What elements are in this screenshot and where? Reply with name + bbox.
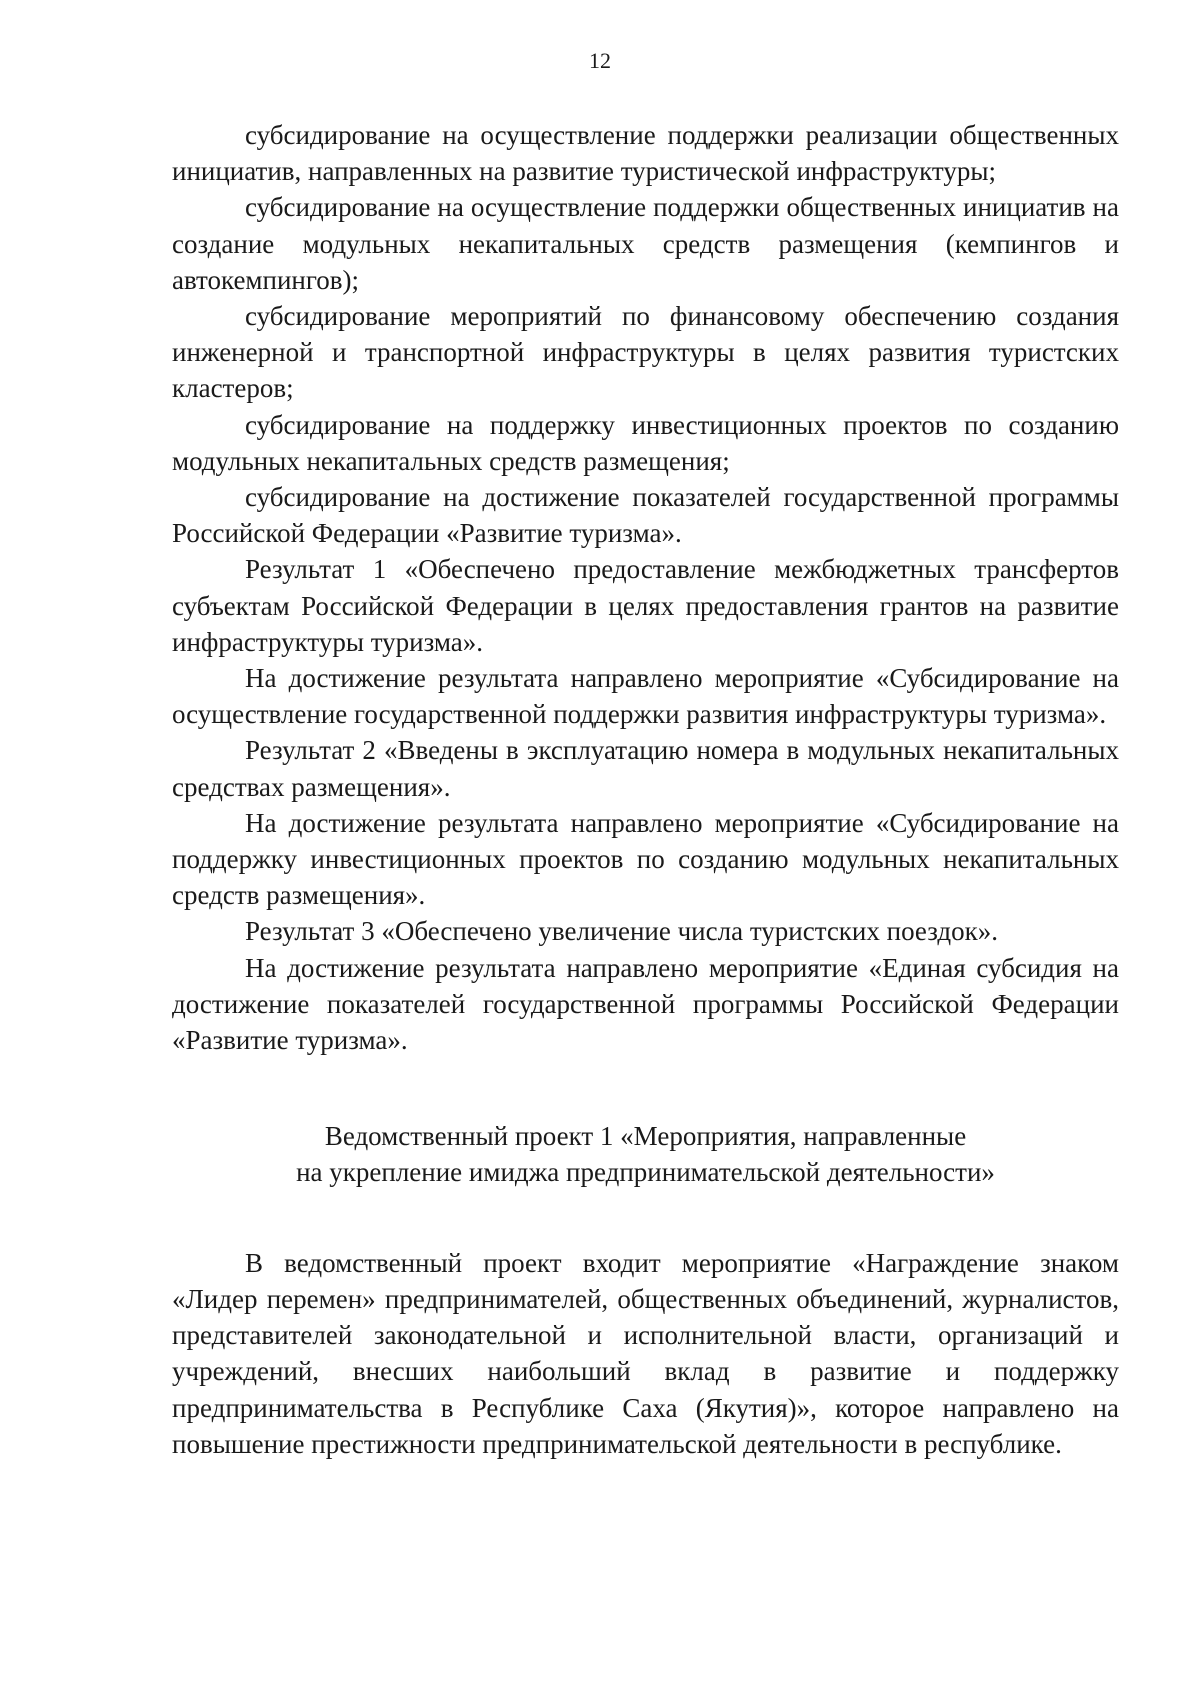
paragraph-departmental-project-description: В ведомственный проект входит мероприятие «Награждение знаком «Лидер перемен» предпринимателей, общественных объединений, журналистов, представителей законодательной и исполнительной власти, организаций и учреждений, внесших наибольший вклад в развитие и поддержку предпринимательства в Республике Саха (Якутия)», которое направлено на повышение престижности предпринимательской деятельности в республике. [172, 1247, 1119, 1459]
section-heading [172, 1118, 1119, 1190]
paragraph-subsidy-public-initiatives-infrastructure: субсидирование на осуществление поддержки реализации общественных инициатив, направленных на развитие туристической инфраструктуры; [172, 120, 1119, 187]
document-body [172, 117, 1119, 1462]
paragraph-subsidy-state-program-indicators: субсидирование на достижение показателей государственной программы Российской Федерации «Развитие туризма». [172, 482, 1119, 549]
section-heading-line-1: Ведомственный проект 1 «Мероприятия, направленные [324, 1121, 967, 1152]
paragraph-result-1: Результат 1 «Обеспечено предоставление межбюджетных трансфертов субъектам Российской Федерации в целях предоставления грантов на развитие инфраструктуры туризма». [172, 554, 1119, 657]
paragraph-result-1-measure: На достижение результата направлено мероприятие «Субсидирование на осуществление государственной поддержки развития инфраструктуры туризма». [172, 663, 1119, 730]
paragraph-result-3: Результат 3 «Обеспечено увеличение числа туристских поездок». [245, 916, 998, 947]
paragraph-subsidy-engineering-transport: субсидирование мероприятий по финансовому обеспечению создания инженерной и транспортной инфраструктуры в целях развития туристских кластеров; [172, 301, 1119, 404]
paragraph-subsidy-investment-projects: субсидирование на поддержку инвестиционных проектов по созданию модульных некапитальных средств размещения; [172, 409, 1119, 476]
paragraph-result-2: Результат 2 «Введены в эксплуатацию номера в модульных некапитальных средствах размещения». [172, 735, 1119, 802]
page-number: 12 [589, 48, 611, 73]
section-heading-line-2: на укрепление имиджа предпринимательской деятельности» [296, 1157, 995, 1188]
paragraph-subsidy-modular-accommodation: субсидирование на осуществление поддержки общественных инициатив на создание модульных некапитальных средств размещения (кемпингов и автокемпингов); [172, 192, 1119, 295]
paragraph-result-3-measure: На достижение результата направлено мероприятие «Единая субсидия на достижение показателей государственной программы Российской Федерации «Развитие туризма». [172, 952, 1119, 1056]
paragraph-result-2-measure: На достижение результата направлено мероприятие «Субсидирование на поддержку инвестиционных проектов по созданию модульных некапитальных средств размещения». [172, 807, 1119, 911]
